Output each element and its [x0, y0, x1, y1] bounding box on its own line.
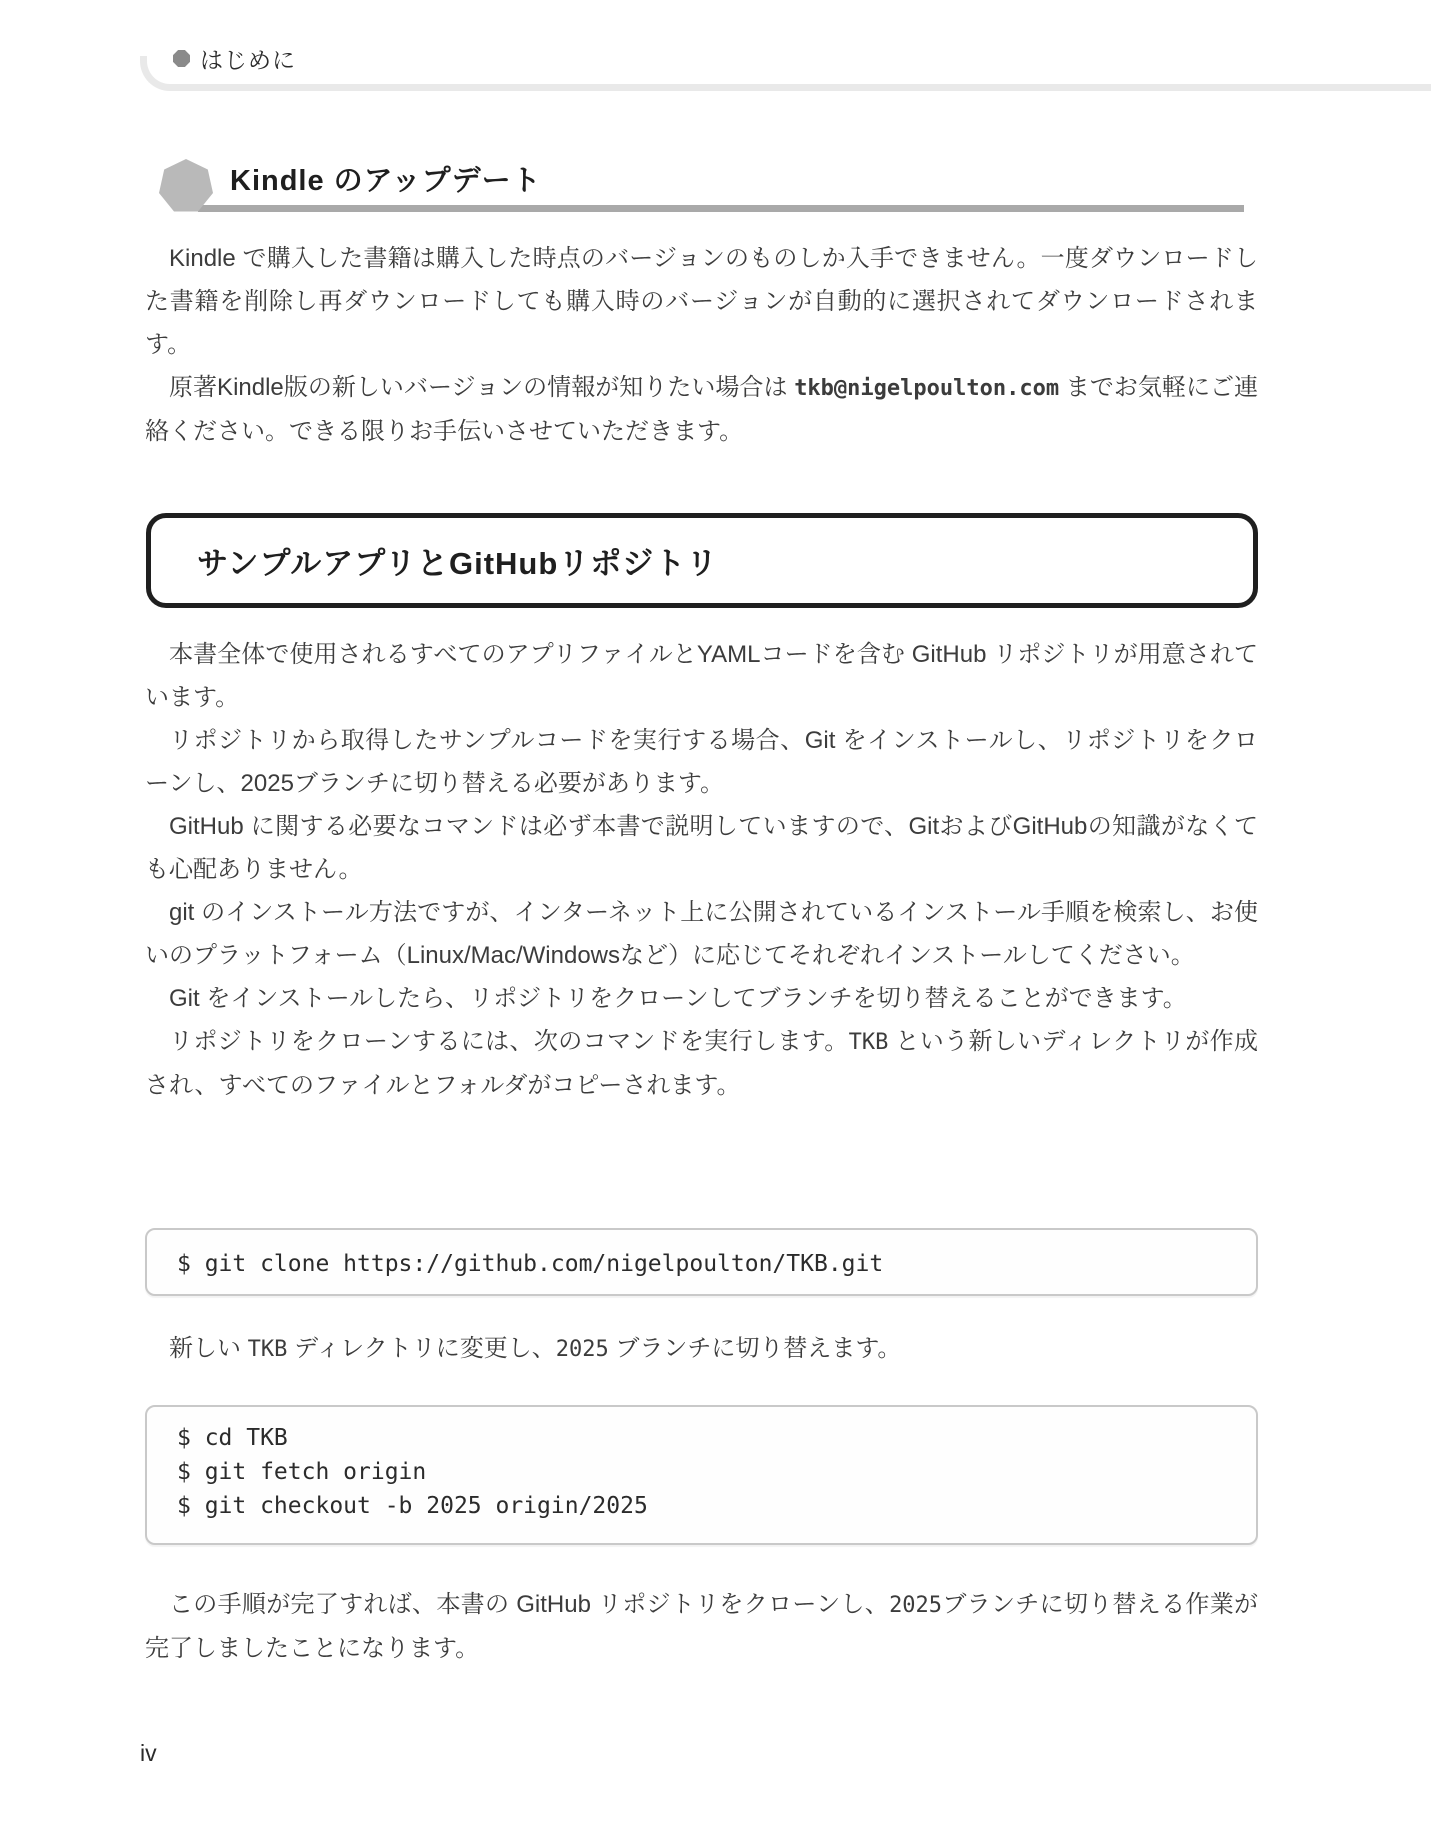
paragraph-text: という新しいディレクトリが作成され、すべてのファイルとフォルダがコピーされます。: [145, 1028, 1258, 1099]
paragraph-text: 原著Kindle版の新しいバージョンの情報が知りたい場合は: [169, 374, 795, 401]
paragraph-text: Git をインストールしたら、リポジトリをクローンしてブランチを切り替えることができます。: [169, 985, 1187, 1012]
paragraph: [145, 805, 1258, 891]
inline-code-tkb: TKB: [848, 1030, 889, 1055]
paragraph: [145, 977, 1258, 1020]
paragraph-text: この手順が完了すれば、本書の GitHub リポジトリをクローンし、: [169, 1591, 890, 1618]
paragraph: [145, 366, 1258, 453]
paragraph-text: 新しい: [169, 1335, 248, 1362]
paragraph: [145, 1327, 1258, 1371]
paragraph-text: リポジトリをクローンするには、次のコマンドを実行します。: [169, 1028, 849, 1055]
inline-code-tkb: TKB: [247, 1337, 288, 1362]
paragraph-text: Kindle で購入した書籍は購入した時点のバージョンのものしか入手できません。一度ダウンロードした書籍を削除し再ダウンロードしても購入時のバージョンが自動的に選択されてダウンロードされます。: [145, 245, 1258, 358]
paragraph-text: GitHub に関する必要なコマンドは必ず本書で説明していますので、GitおよびGitHubの知識がなくても心配ありません。: [145, 813, 1258, 883]
kindle-section-body: [145, 237, 1258, 453]
code-block-git-clone: $ git clone https://github.com/nigelpoulton/TKB.git: [145, 1228, 1258, 1296]
paragraph: [145, 891, 1258, 977]
paragraph-text: 本書全体で使用されるすべてのアプリファイルとYAMLコードを含む GitHub リポジトリが用意されています。: [145, 641, 1258, 711]
boxed-section-heading: [146, 513, 1258, 608]
paragraph-text: git のインストール方法ですが、インターネット上に公開されているインストール手順を検索し、お使いのプラットフォーム（Linux/Mac/Windowsなど）に応じてそれぞれインストールしてください。: [145, 899, 1258, 969]
paragraph-text: までお気軽にご連絡ください。できる限りお手伝いさせていただきます。: [145, 374, 1259, 445]
running-header: はじめに: [200, 47, 296, 73]
closing-paragraph: [145, 1583, 1258, 1670]
code-block-checkout: $ cd TKB $ git fetch origin $ git checkout -b 2025 origin/2025: [145, 1405, 1258, 1545]
section-heading-kindle-update: Kindle のアップデート: [230, 165, 542, 197]
header-tab-rule: [140, 56, 1431, 91]
paragraph: [145, 1020, 1258, 1107]
inline-code-2025: 2025: [555, 1337, 609, 1362]
paragraph-text: リポジトリから取得したサンプルコードを実行する場合、Git をインストールし、リポジトリをクローンし、2025ブランチに切り替える必要があります。: [145, 727, 1258, 797]
paragraph-text: ディレクトリに変更し、: [287, 1335, 556, 1362]
paragraph: [145, 237, 1258, 366]
section-heading-rule: [198, 205, 1244, 212]
boxed-section-heading-label: サンプルアプリとGitHubリポジトリ: [197, 546, 719, 581]
sample-section-body: [145, 633, 1258, 1107]
paragraph-text: ブランチに切り替える作業が完了しましたことになります。: [145, 1591, 1258, 1662]
paragraph: [145, 719, 1258, 805]
section-heading-heptagon-icon: [158, 158, 214, 214]
paragraph: [145, 633, 1258, 719]
between-code-sentence: [145, 1327, 1258, 1371]
contact-email-text: tkb@nigelpoulton.com: [794, 376, 1060, 401]
paragraph: [145, 1583, 1258, 1670]
inline-code-2025: 2025: [889, 1593, 943, 1618]
paragraph-text: ブランチに切り替えます。: [608, 1335, 902, 1362]
page-number: iv: [140, 1740, 157, 1766]
